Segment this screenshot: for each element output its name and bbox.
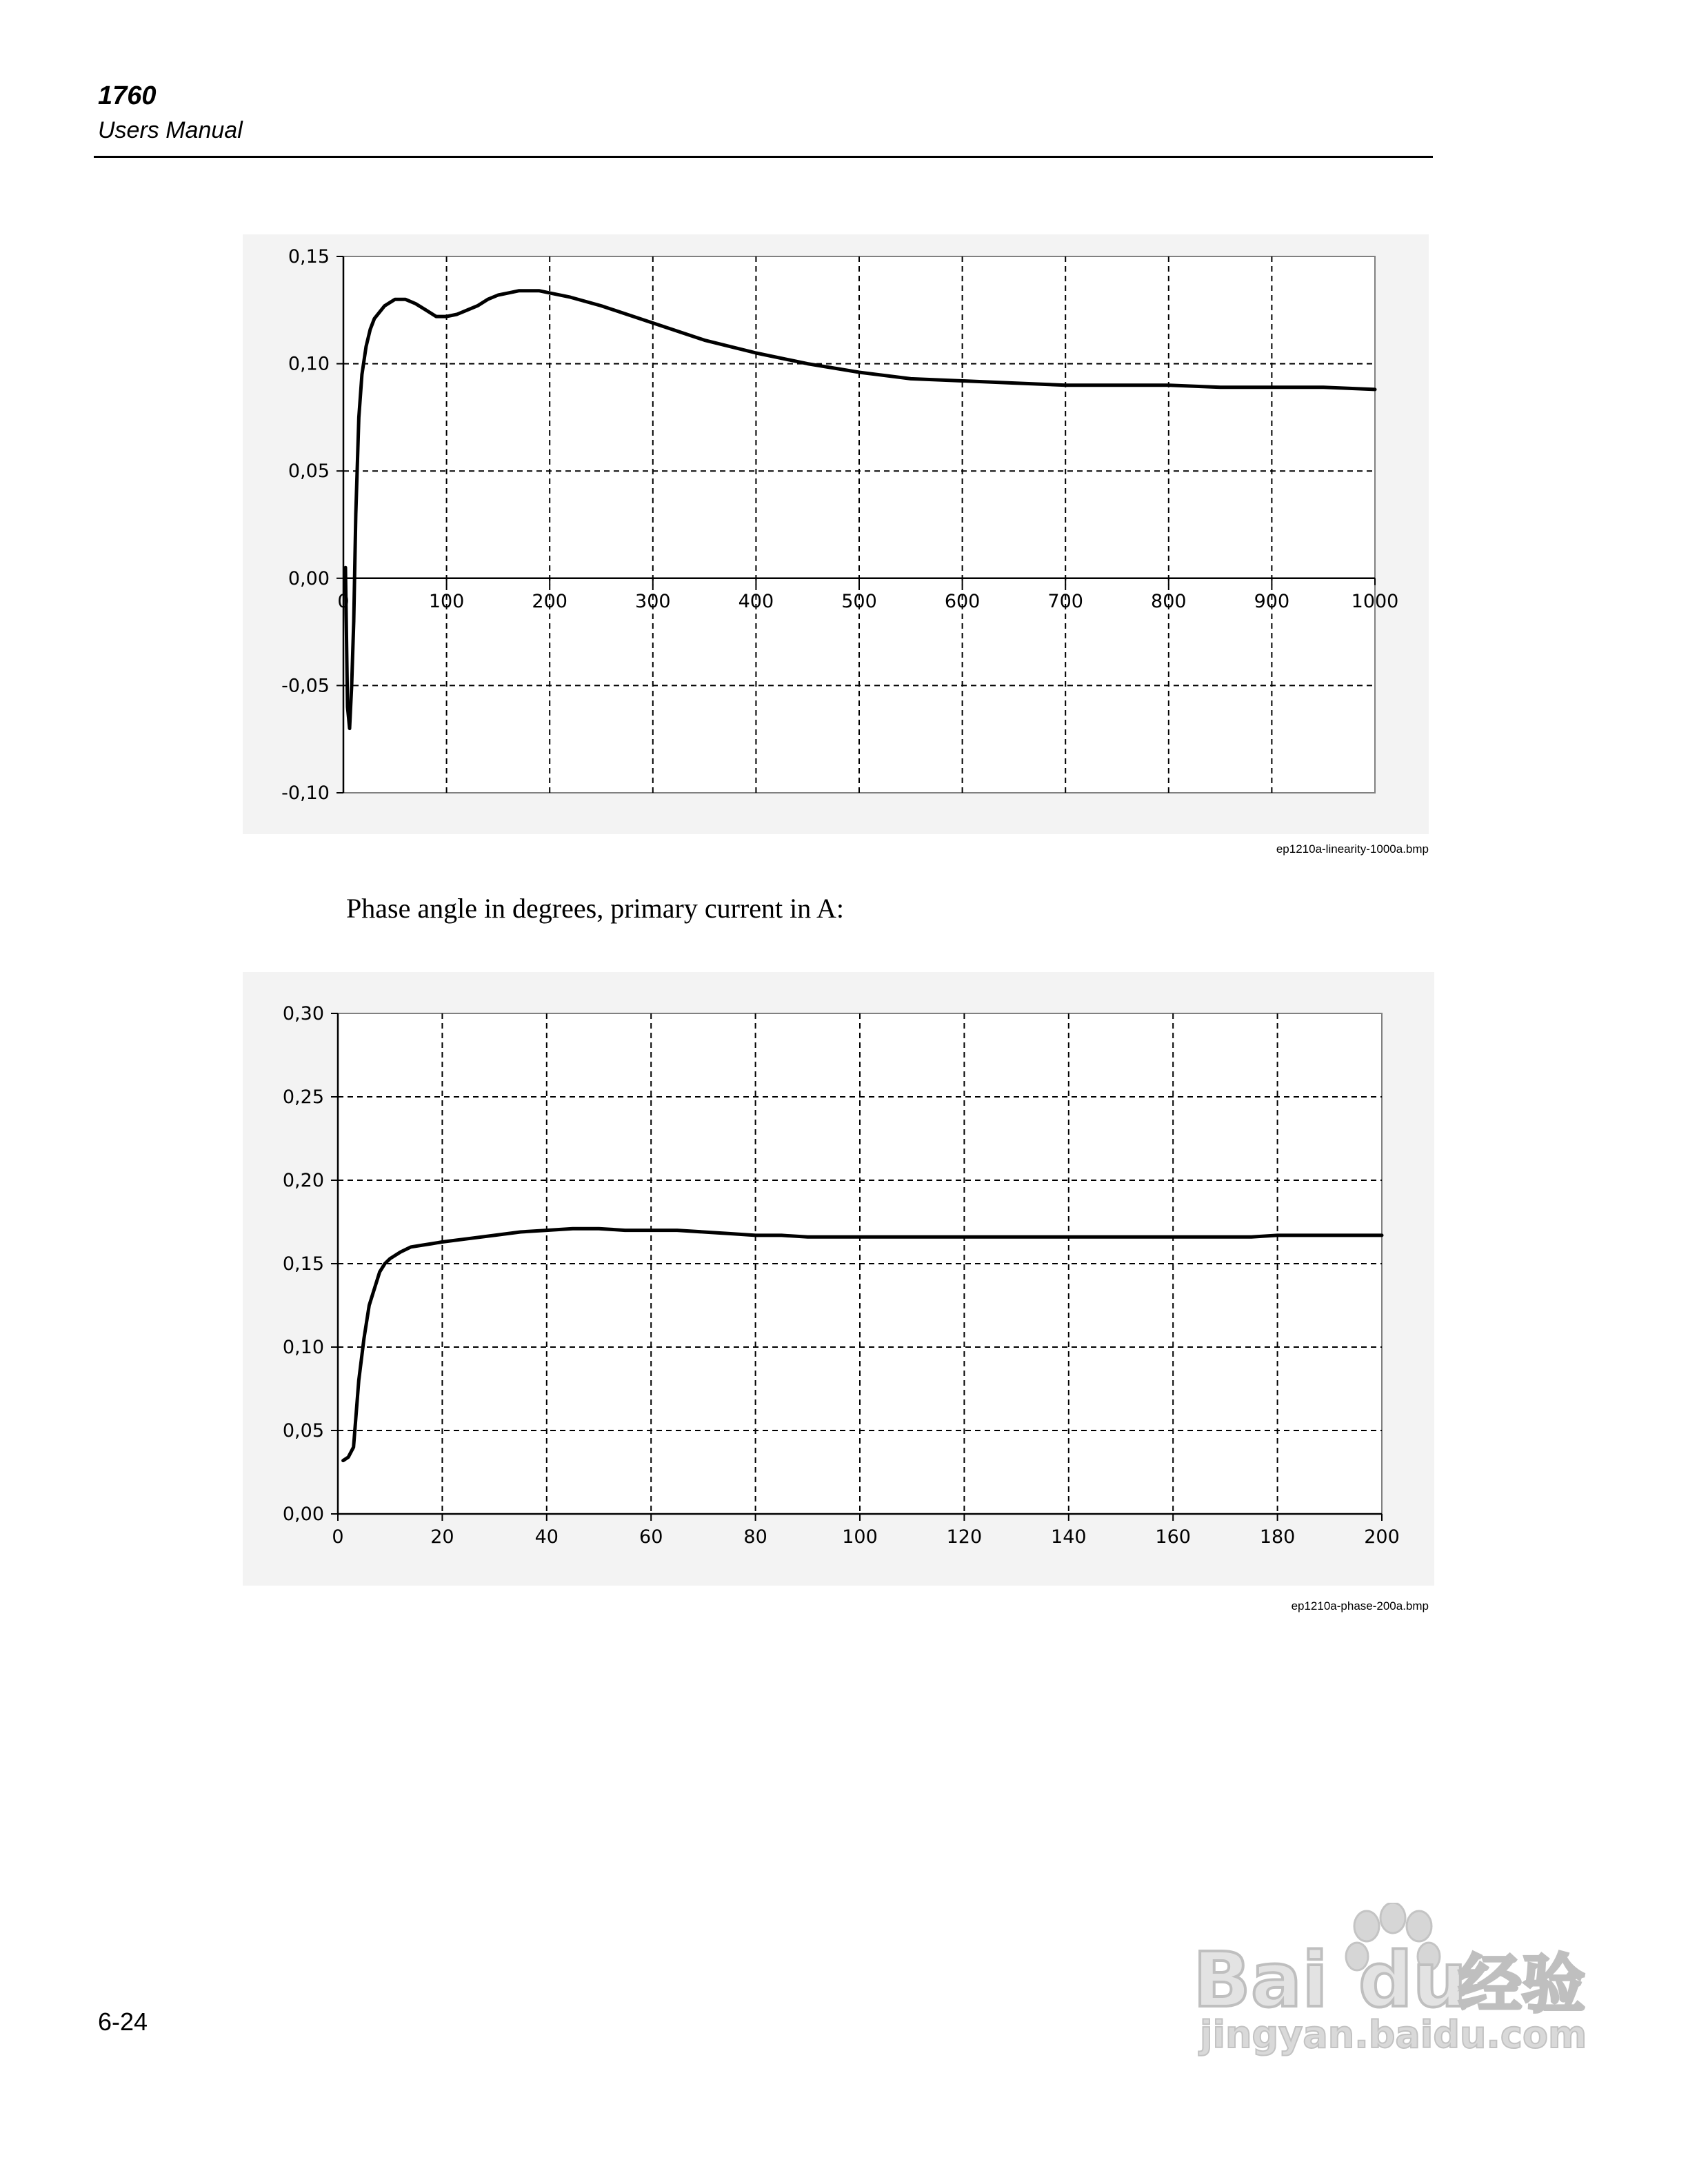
phase-y-tick-label: 0,10 [282, 1337, 324, 1358]
phase-description: Phase angle in degrees, primary current in A: [346, 893, 844, 924]
linearity-chart-svg [243, 234, 1429, 834]
linearity-x-tick-label: 0 [337, 590, 350, 612]
linearity-y-tick-label: 0,05 [288, 461, 330, 483]
phase-x-tick-label: 140 [1051, 1526, 1087, 1548]
linearity-x-tick-label: 600 [944, 590, 981, 612]
linearity-chart-caption: ep1210a-linearity-1000a.bmp [1276, 842, 1429, 856]
phase-chart-caption: ep1210a-phase-200a.bmp [1291, 1599, 1429, 1612]
linearity-y-tick-label: -0,10 [281, 782, 330, 804]
linearity-x-tick-label: 1000 [1351, 590, 1399, 612]
svg-text:Bai: Bai [1193, 1936, 1328, 2024]
page-number: 6-24 [98, 2008, 148, 2036]
phase-x-tick-label: 20 [430, 1526, 454, 1548]
phase-y-tick-label: 0,15 [282, 1253, 324, 1275]
linearity-x-tick-label: 200 [532, 590, 567, 612]
phase-x-tick-label: 100 [842, 1526, 878, 1548]
svg-text:经验: 经验 [1458, 1948, 1586, 2021]
baidu-watermark-logo [1186, 1903, 1586, 2065]
phase-y-tick-label: 0,30 [282, 1003, 324, 1024]
phase-chart [243, 972, 1434, 1586]
manual-title: Users Manual [98, 117, 243, 143]
linearity-x-tick-label: 900 [1254, 590, 1290, 612]
header-rule [94, 156, 1433, 158]
linearity-chart [243, 234, 1429, 834]
linearity-x-tick-label: 700 [1047, 590, 1083, 612]
linearity-x-tick-label: 300 [635, 590, 671, 612]
linearity-x-tick-label: 500 [841, 590, 877, 612]
svg-text:jingyan.baidu.com: jingyan.baidu.com [1200, 2013, 1586, 2056]
phase-y-tick-label: 0,00 [282, 1504, 324, 1525]
phase-x-tick-label: 160 [1155, 1526, 1191, 1548]
baidu-paw-logo [1186, 1903, 1586, 2061]
linearity-y-tick-label: -0,05 [281, 675, 330, 697]
svg-text:du: du [1358, 1936, 1467, 2024]
linearity-x-tick-label: 400 [738, 590, 774, 612]
phase-x-tick-label: 60 [639, 1526, 663, 1548]
linearity-y-tick-label: 0,10 [288, 353, 330, 375]
linearity-y-tick-label: 0,00 [288, 567, 330, 589]
phase-x-tick-label: 200 [1364, 1526, 1400, 1548]
phase-y-tick-label: 0,25 [282, 1086, 324, 1108]
linearity-y-tick-label: 0,15 [288, 246, 330, 267]
phase-x-tick-label: 80 [743, 1526, 767, 1548]
linearity-x-tick-label: 800 [1151, 590, 1187, 612]
manual-model-number: 1760 [98, 81, 157, 110]
phase-y-tick-label: 0,05 [282, 1420, 324, 1442]
phase-x-tick-label: 120 [946, 1526, 983, 1548]
phase-chart-svg [243, 972, 1434, 1586]
phase-x-tick-label: 0 [332, 1526, 344, 1548]
phase-x-tick-label: 40 [534, 1526, 559, 1548]
phase-x-tick-label: 180 [1259, 1526, 1296, 1548]
linearity-x-tick-label: 100 [428, 590, 465, 612]
phase-y-tick-label: 0,20 [282, 1170, 324, 1191]
